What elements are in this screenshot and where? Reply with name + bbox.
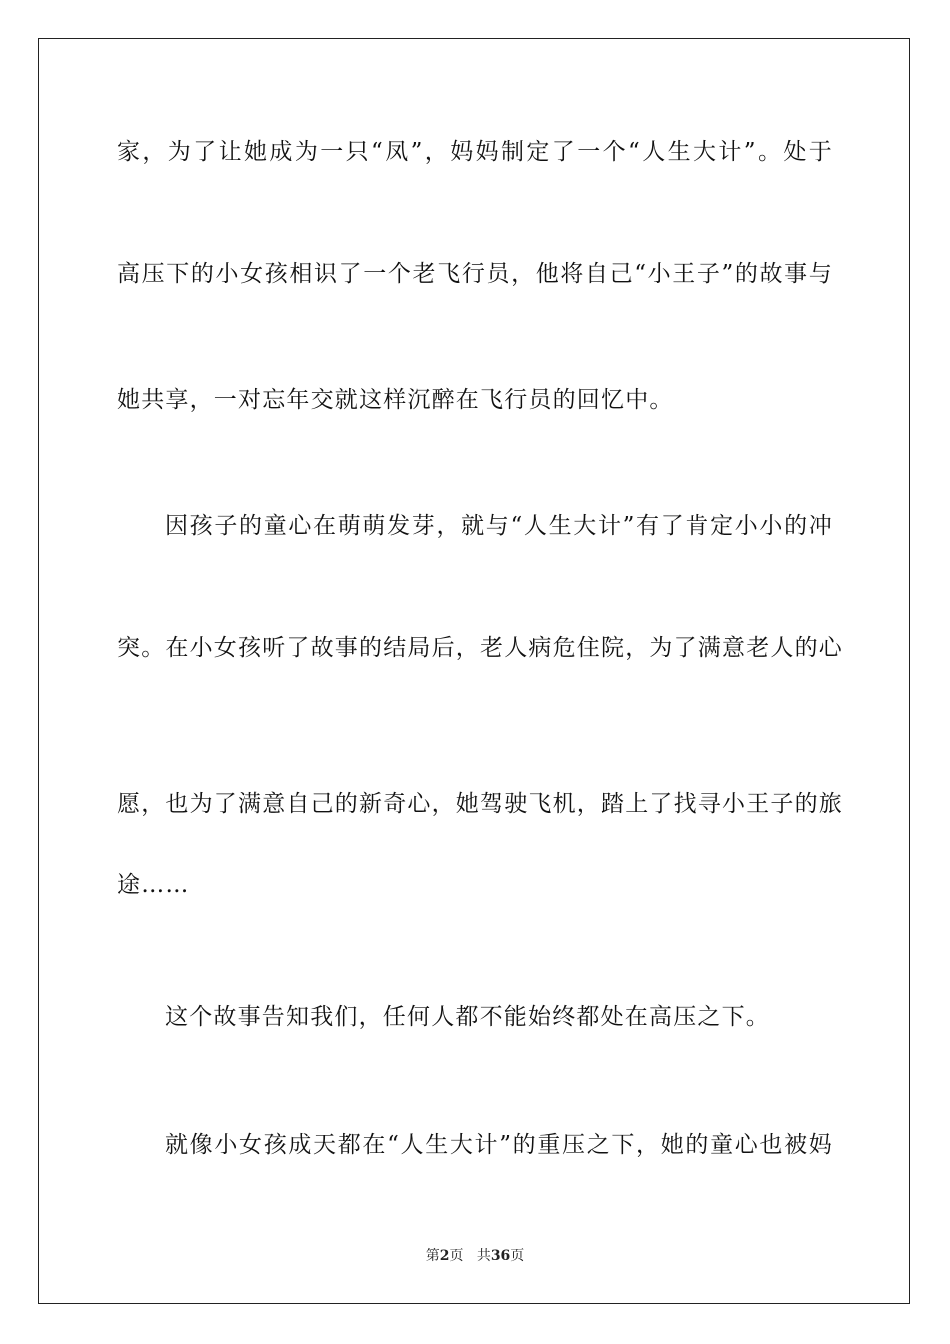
page-prefix: 第 <box>425 1248 440 1264</box>
text-line: 途…… <box>117 872 190 898</box>
page-footer <box>0 1246 950 1266</box>
page-number: 2 <box>439 1248 450 1264</box>
paragraph-first-line: 就像小女孩成天都在“人生大计”的重压之下，她的童心也被妈 <box>165 1132 833 1158</box>
paragraph-first-line: 因孩子的童心在萌萌发芽，就与“人生大计”有了肯定小小的冲 <box>165 513 833 539</box>
total-pages: 36 <box>490 1248 511 1264</box>
text-line: 高压下的小女孩相识了一个老飞行员，他将自己“小王子”的故事与 <box>117 261 833 287</box>
page-suffix: 页 <box>449 1248 464 1264</box>
page-border <box>38 38 910 1304</box>
text-line: 突。在小女孩听了故事的结局后，老人病危住院，为了满意老人的心 <box>117 635 843 661</box>
text-line: 愿，也为了满意自己的新奇心，她驾驶飞机，踏上了找寻小王子的旅 <box>117 791 843 817</box>
paragraph-first-line: 这个故事告知我们，任何人都不能始终都处在高压之下。 <box>165 1004 770 1030</box>
total-suffix: 页 <box>510 1248 525 1264</box>
text-line: 家，为了让她成为一只“凤”，妈妈制定了一个“人生大计”。处于 <box>117 139 833 165</box>
text-line: 她共享，一对忘年交就这样沉醉在飞行员的回忆中。 <box>117 387 674 413</box>
total-prefix: 共 <box>476 1248 491 1264</box>
